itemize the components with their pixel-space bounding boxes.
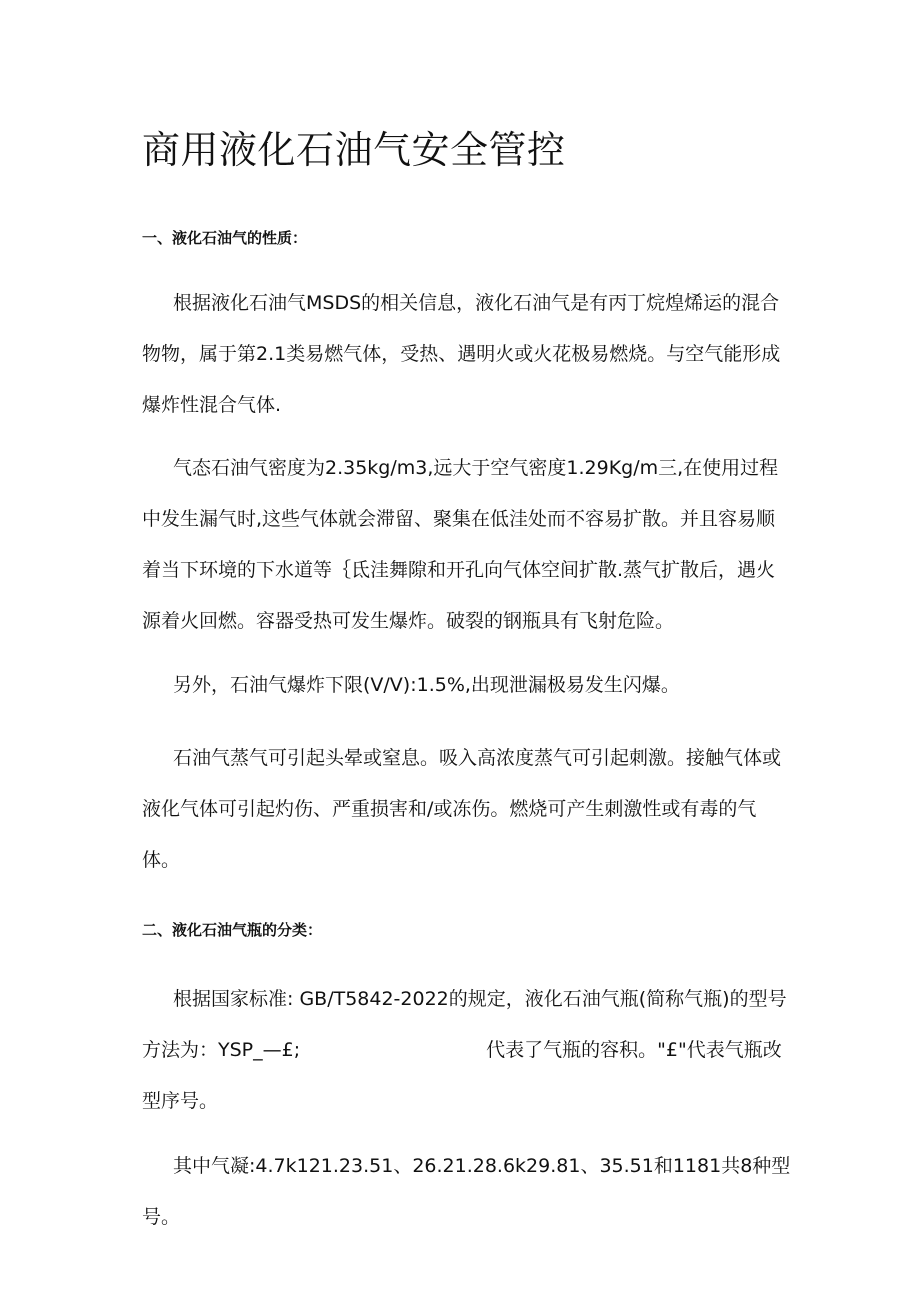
standard-text-part2: 代表了气瓶的容积。"£"代表气瓶改型序号。 [142,1039,782,1112]
paragraph-models: 其中气凝:4.7k121.23.51、26.21.28.6k29.81、35.51和1181共8种型号。 [142,1155,791,1228]
paragraph-health-hazards: 石油气蒸气可引起头晕或窒息。吸入高浓度蒸气可引起刺激。接触气体或液化气体可引起灼伤、严重损害和/或冻伤。燃烧可产生刺激性或有毒的气体。 [142,747,782,871]
paragraph-explosion-limit: 另外，石油气爆炸下限(V/V):1.5%,出现泄漏极易发生闪爆。 [173,674,680,696]
standard-text-part1: 根据国家标准: GB/T5842-2022的规定，液化石油气瓶(简称气瓶)的型号方法为：YSP_—£; [142,988,787,1061]
paragraph-msds-info: 根据液化石油气MSDS的相关信息，液化石油气是有丙丁烷煌烯运的混合物物，属于第2.1类易燃气体，受热、遇明火或火花极易燃烧。与空气能形成爆炸性混合气体. [142,292,781,416]
document-title: 商用液化石油气安全管控 [142,128,566,172]
paragraph-density: 气态石油气密度为2.35kg∕m3,远大于空气密度1.29Kg∕m三,在使用过程中发生漏气时,这些气体就会滞留、聚集在低洼处而不容易扩散。并且容易顺着当下环境的下水道等｛氐洼舞隙和开孔向气体空间扩散.蒸气扩散后，遇火源着火回燃。容器受热可发生爆炸。破裂的钢瓶具有飞射危险。 [142,457,779,632]
section-heading-properties: 一、液化石油气的性质： [142,229,308,247]
paragraph-national-standard [142,974,792,1127]
section-heading-classification: 二、液化石油气瓶的分类： [142,921,323,939]
